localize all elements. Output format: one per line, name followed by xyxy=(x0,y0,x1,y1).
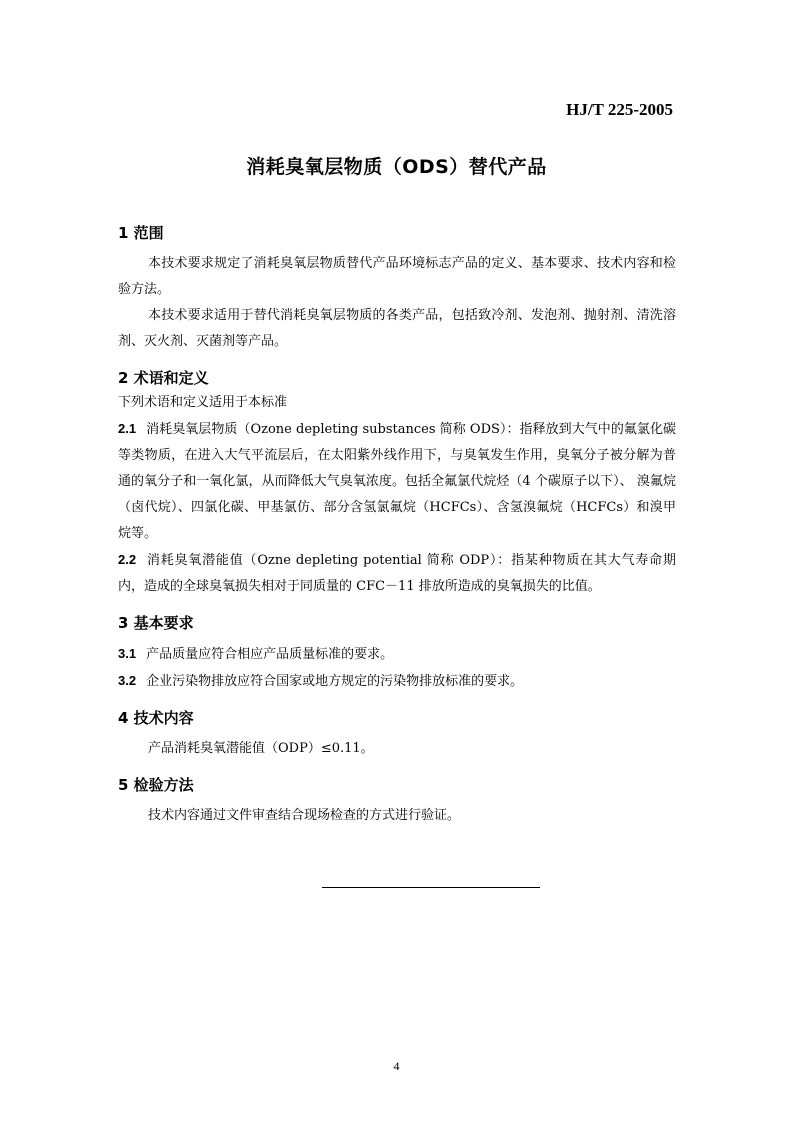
section-5-paragraph: 技术内容通过文件审查结合现场检查的方式进行验证。 xyxy=(148,808,461,823)
document-title: 消耗臭氧层物质（ODS）替代产品 xyxy=(246,156,547,178)
section-5-heading: 5 检验方法 xyxy=(118,776,194,794)
clause-2-1-text: 消耗臭氧层物质（Ozone depleting substances 简称 ODS）：指释放到大气中的氟氯化碳等类物质，在进入大气平流层后，在太阳紫外线作用下，与臭氧发生作用，臭氧分子被分解为普通的氧分子和一氧化氯，从而降低大气臭氧浓度。包括全氟氯代烷烃（4 个碳原子以下）、 溴氟烷（卤代烷）、四氯化碳、甲基氯仿、部分含氢氯氟烷（HCFCs）、含氢溴氟烷（HCFCs）和溴甲烷等。 xyxy=(118,422,676,541)
section-1-paragraph-2: 本技术要求适用于替代消耗臭氧层物质的各类产品，包括致冷剂、发泡剂、抛射剂、清洗溶剂、灭火剂、灭菌剂等产品。 xyxy=(118,308,676,349)
page-number: 4 xyxy=(393,1059,400,1073)
clause-2-2 xyxy=(118,547,676,600)
clause-2-1 xyxy=(118,416,676,547)
section-2-intro: 下列术语和定义适用于本标准 xyxy=(118,395,288,410)
clause-2-1-number: 2.1 xyxy=(118,421,137,436)
clause-3-2 xyxy=(118,668,676,695)
clause-3-1 xyxy=(118,641,676,668)
section-4-heading: 4 技术内容 xyxy=(118,709,194,727)
end-rule xyxy=(322,887,540,888)
section-1-heading: 1 范围 xyxy=(118,224,164,242)
clause-3-1-number: 3.1 xyxy=(118,646,137,661)
section-2-heading: 2 术语和定义 xyxy=(118,369,209,387)
document-body xyxy=(118,222,676,829)
section-3-heading: 3 基本要求 xyxy=(118,614,194,632)
clause-2-2-number: 2.2 xyxy=(118,552,137,567)
clause-3-1-text: 产品质量应符合相应产品质量标准的要求。 xyxy=(146,647,394,662)
standard-number: HJ/T 225-2005 xyxy=(566,100,673,119)
section-4-paragraph: 产品消耗臭氧潜能值（ODP）≤0.11。 xyxy=(148,741,374,756)
section-1-paragraph-1: 本技术要求规定了消耗臭氧层物质替代产品环境标志产品的定义、基本要求、技术内容和检验方法。 xyxy=(118,256,676,297)
clause-3-2-text: 企业污染物排放应符合国家或地方规定的污染物排放标准的要求。 xyxy=(146,674,524,689)
clause-2-2-text: 消耗臭氧潜能值（Ozne depleting potential 简称 ODP）：指某种物质在其大气寿命期内，造成的全球臭氧损失相对于同质量的 CFC－11 排放所造成的臭氧损失的比值。 xyxy=(118,553,676,594)
clause-3-2-number: 3.2 xyxy=(118,673,137,688)
